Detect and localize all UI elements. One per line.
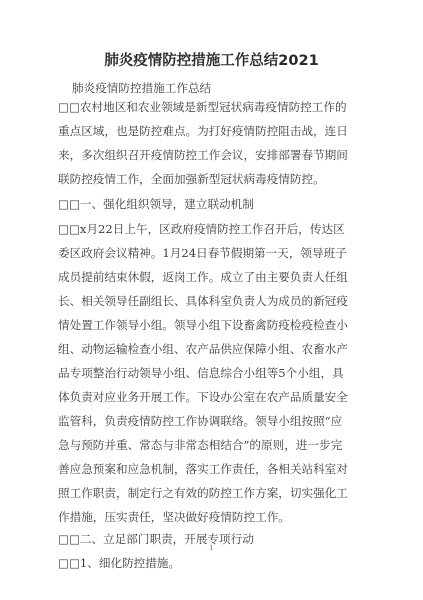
document-title: 肺炎疫情防控措施工作总结2021 bbox=[104, 53, 319, 69]
paragraph-2-line-8: 体负责对应业务开展工作。下设办公室在农产品质量安全 bbox=[58, 390, 348, 404]
paragraph-2-line-11: 善应急预案和应急机制，落实工作责任，各相关站科室对 bbox=[58, 462, 348, 476]
subsection-1-heading: □□1、细化防控措施。 bbox=[58, 556, 181, 570]
section-1-heading: □□一、强化组织领导，建立联动机制 bbox=[58, 197, 254, 211]
paragraph-2-line-12: 照工作职责，制定行之有效的防控工作方案，切实强化工 bbox=[58, 486, 348, 500]
paragraph-2-line-6: 组、动物运输检查小组、农产品供应保障小组、农畜水产 bbox=[58, 342, 348, 356]
paragraph-2-line-7: 品专项整治行动领导小组、信息综合小组等5个小组，具 bbox=[58, 366, 344, 380]
paragraph-2-line-3: 成员提前结束休假，返岗工作。成立了由主要负责人任组 bbox=[58, 270, 348, 284]
page-number: 1 bbox=[209, 544, 214, 552]
paragraph-2-line-9: 监管科，负责疫情防控工作协调联络。领导小组按照“应 bbox=[58, 414, 343, 428]
paragraph-1-line-2: 重点区域，也是防控难点。为打好疫情防控阻击战，连日 bbox=[58, 124, 348, 138]
section-2-heading: □□二、立足部门职责，开展专项行动 bbox=[58, 532, 254, 546]
paragraph-1-line-1: □□农村地区和农业领域是新型冠状病毒疫情防控工作的 bbox=[58, 100, 347, 114]
paragraph-2-line-4: 长、相关领导任副组长、具体科室负责人为成员的新冠疫 bbox=[58, 294, 348, 308]
paragraph-2-line-13: 作措施，压实责任，坚决做好疫情防控工作。 bbox=[58, 510, 290, 524]
paragraph-2-line-2: 委区政府会议精神。1月24日春节假期第一天，领导班子 bbox=[58, 246, 347, 260]
paragraph-2-line-1: □□x月22日上午，区政府疫情防控工作召开后，传达区 bbox=[58, 222, 345, 236]
paragraph-1-line-4: 联防控疫情工作，全面加强新型冠状病毒疫情防控。 bbox=[58, 172, 325, 186]
paragraph-1-line-3: 来，多次组织召开疫情防控工作会议，安排部署春节期间 bbox=[58, 148, 348, 162]
paragraph-2-line-5: 情处置工作领导小组。领导小组下设畜禽防疫检疫检查小 bbox=[58, 318, 348, 332]
subtitle-line: 肺炎疫情防控措施工作总结 bbox=[72, 81, 212, 95]
paragraph-2-line-10: 急与预防并重、常态与非常态相结合”的原则，进一步完 bbox=[58, 438, 343, 452]
